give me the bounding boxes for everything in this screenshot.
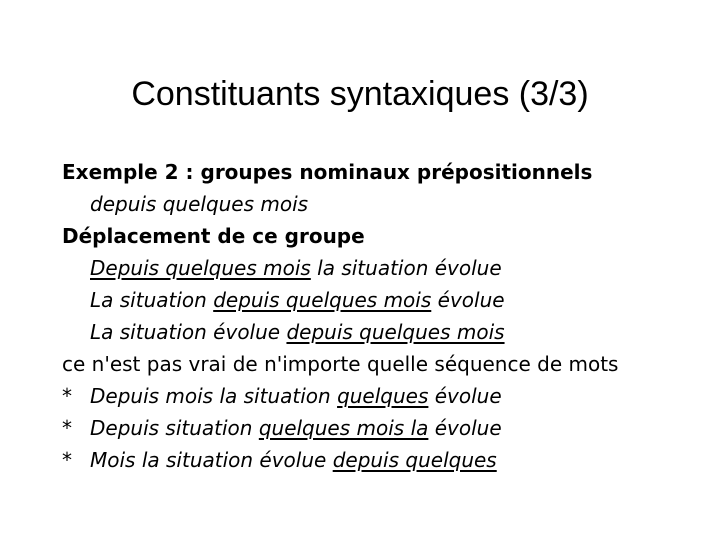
sentence-part: La situation xyxy=(90,288,214,312)
moved-group: depuis quelques mois xyxy=(286,320,505,344)
sentence-part: la situation évolue xyxy=(310,256,502,280)
invalid-sentence xyxy=(62,444,702,476)
sentence-part: Mois la situation évolue xyxy=(90,448,333,472)
example-heading: Exemple 2 : groupes nominaux prépositionnels xyxy=(62,160,593,184)
moved-sequence: depuis quelques xyxy=(332,448,497,472)
note-text: ce n'est pas vrai de n'importe quelle séquence de mots xyxy=(62,352,619,376)
slide-content xyxy=(62,156,702,476)
sentence-part: La situation évolue xyxy=(90,320,287,344)
displacement-heading: Déplacement de ce groupe xyxy=(62,224,365,248)
valid-sentence xyxy=(62,252,702,284)
ungrammatical-marker: * xyxy=(62,448,72,472)
moved-sequence: quelques mois la xyxy=(258,416,429,440)
ungrammatical-marker: * xyxy=(62,416,72,440)
example-phrase: depuis quelques mois xyxy=(90,192,309,216)
sentence-part: évolue xyxy=(428,384,502,408)
moved-group: Depuis quelques mois xyxy=(90,256,311,280)
slide-title: Constituants syntaxiques (3/3) xyxy=(131,75,589,113)
invalid-sentence xyxy=(62,380,702,412)
invalid-sentence xyxy=(62,412,702,444)
ungrammatical-marker: * xyxy=(62,384,72,408)
sentence-part: évolue xyxy=(431,288,505,312)
moved-sequence: quelques xyxy=(337,384,429,408)
sentence-part: évolue xyxy=(428,416,502,440)
valid-sentence xyxy=(62,284,702,316)
moved-group: depuis quelques mois xyxy=(213,288,432,312)
sentence-part: Depuis situation xyxy=(90,416,259,440)
sentence-part: Depuis mois la situation xyxy=(90,384,338,408)
valid-sentence xyxy=(62,316,702,348)
